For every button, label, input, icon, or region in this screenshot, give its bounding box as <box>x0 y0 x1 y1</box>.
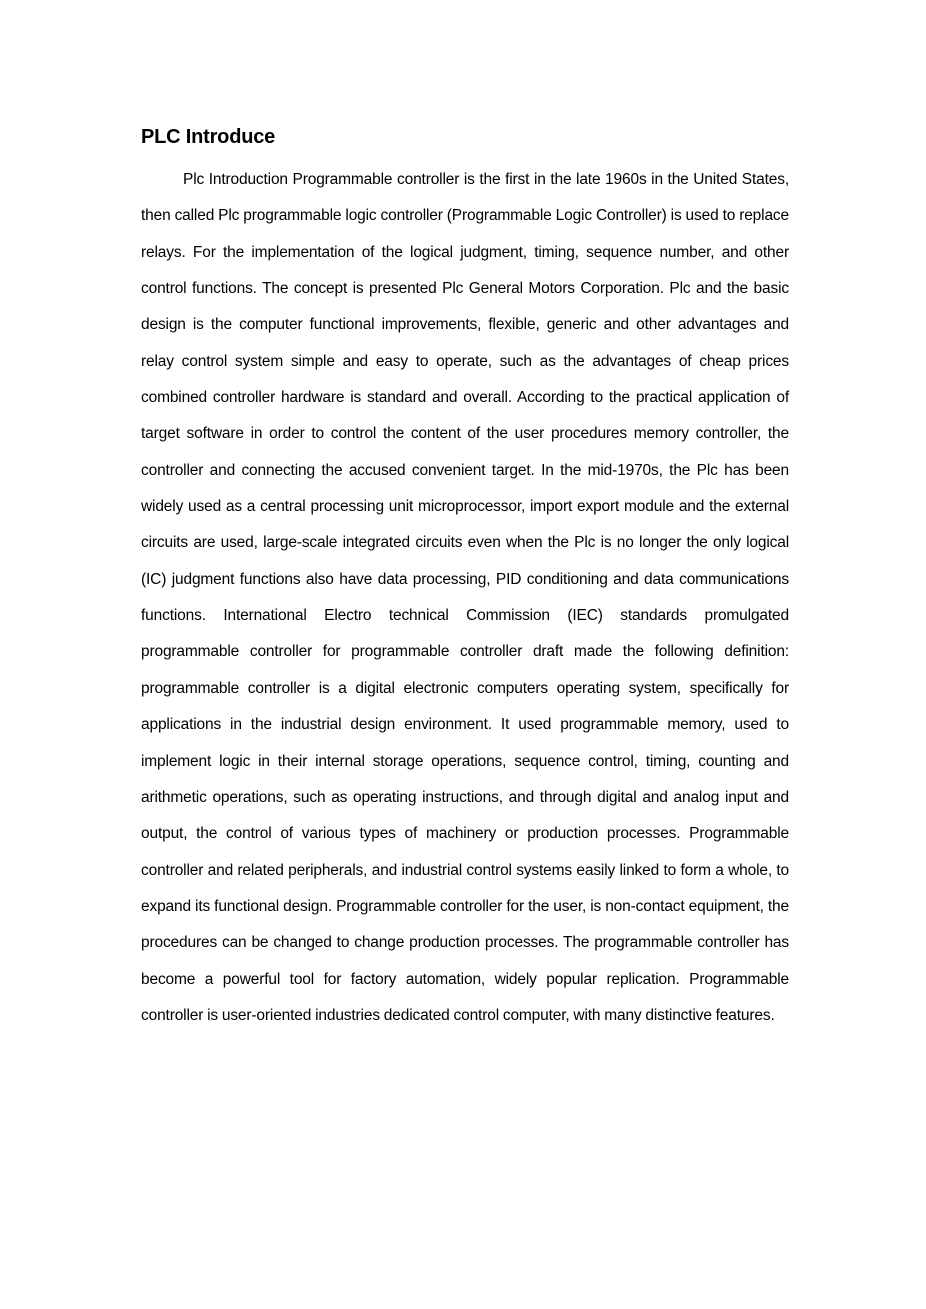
page-title: PLC Introduce <box>141 126 276 148</box>
body-paragraph: Plc Introduction Programmable controller is the first in the late 1960s in the United States, then called Plc programmable logic controller (Programmable Logic Controller) is used to replace relays. For the implementation of the logical judgment, timing, sequence number, and other control functions. The concept is presented Plc General Motors Corporation. Plc and the basic design is the computer functional improvements, flexible, generic and other advantages and relay control system simple and easy to operate, such as the advantages of cheap prices combined controller hardware is standard and overall. According to the practical application of target software in order to control the content of the user procedures memory controller, the controller and connecting the accused convenient target. In the mid-1970s, the Plc has been widely used as a central processing unit microprocessor, import export module and the external circuits are used, large-scale integrated circuits even when the Plc is no longer the only logical (IC) judgment functions also have data processing, PID conditioning and data communications functions. International Electro technical Commission (IEC) standards promulgated programmable controller for programmable controller draft made the following definition: programmable controller is a digital electronic computers operating system, specifically for applications in the industrial design environment. It used programmable memory, used to implement logic in their internal storage operations, sequence control, timing, counting and arithmetic operations, such as operating instructions, and through digital and analog input and output, the control of various types of machinery or production processes. Programmable controller and related peripherals, and industrial control systems easily linked to form a whole, to expand its functional design. Programmable controller for the user, is non-contact equipment, the procedures can be changed to change production processes. The programmable controller has become a powerful tool for factory automation, widely popular replication. Programmable controller is user-oriented industries dedicated control computer, with many distinctive features. <box>141 171 789 1024</box>
